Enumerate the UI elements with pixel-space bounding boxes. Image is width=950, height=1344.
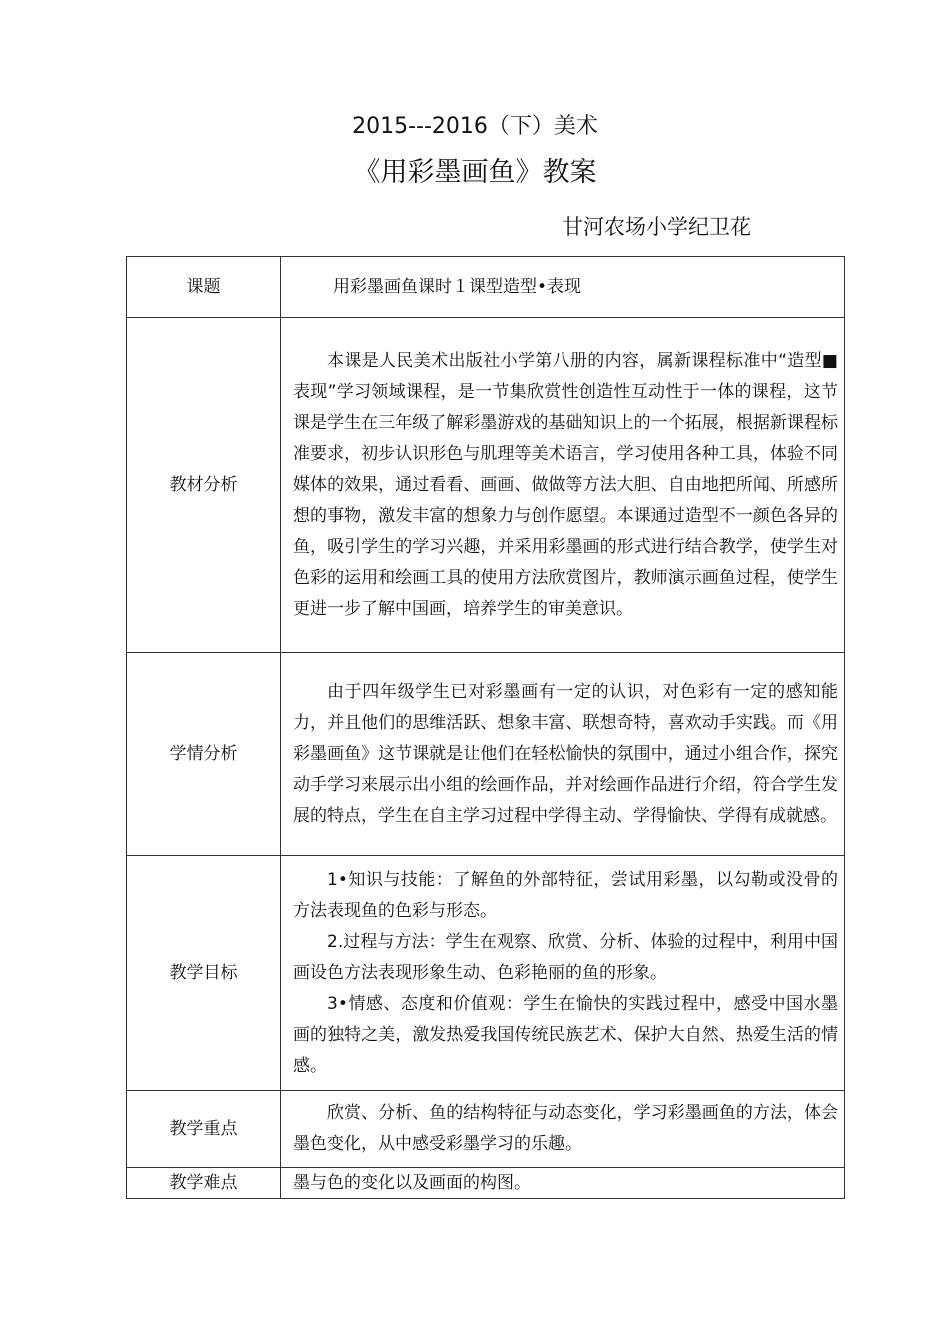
row-content [281,257,845,318]
row-label: 学情分析 [127,653,281,856]
row-label: 教材分析 [127,318,281,653]
table-row-key-points [127,1091,845,1168]
row-content [281,1091,845,1168]
row-content [281,653,845,856]
table-row-student-analysis [127,653,845,856]
table-row-material-analysis [127,318,845,653]
row-label: 教学重点 [127,1091,281,1168]
row-content [281,318,845,653]
row-label: 教学目标 [127,856,281,1091]
content-paragraph: 用彩墨画鱼课时１课型造型•表现 [333,277,582,297]
content-paragraph: 本课是人民美术出版社小学第八册的内容，属新课程标准中“造型■表现”学习领域课程，是一节集欣赏性创造性互动性于一体的课程，这节课是学生在三年级了解彩墨游戏的基础知识上的一个拓展，根据新课程标准要求，初步认识形色与肌理等美术语言，学习使用各种工具，体验不同媒体的效果，通过看看、画画、做做等方法大胆、自由地把所闻、所感所想的事物，激发丰富的想象力与创作愿望。本课通过造型不一颜色各异的鱼，吸引学生的学习兴趣，并采用彩墨画的形式进行结合教学，使学生对色彩的运用和绘画工具的使用方法欣赏图片，教师演示画鱼过程，使学生更进一步了解中国画，培养学生的审美意识。 [293,350,838,619]
title-line1: 2015---2016（下）美术 [352,114,598,139]
row-label: 课题 [127,257,281,318]
content-paragraph: 欣赏、分析、鱼的结构特征与动态变化，学习彩墨画鱼的方法，体会墨色变化，从中感受彩墨学习的乐趣。 [293,1103,838,1154]
lesson-plan-table [126,256,845,1199]
table-row-difficulties [127,1168,845,1199]
row-content [281,1168,845,1199]
content-paragraph: 由于四年级学生已对彩墨画有一定的认识，对色彩有一定的感知能力，并且他们的思维活跃、想象丰富、联想奇特，喜欢动手实践。而《用彩墨画鱼》这节课就是让他们在轻松愉快的氛围中，通过小组合作，探究动手学习来展示出小组的绘画作品，并对绘画作品进行介绍，符合学生发展的特点，学生在自主学习过程中学得主动、学得愉快、学得有成就感。 [293,681,838,826]
table-row-teaching-goals [127,856,845,1091]
author: 甘河农场小学纪卫花 [562,215,751,239]
table-row-topic [127,257,845,318]
row-content [281,856,845,1091]
content-paragraph: 3•情感、态度和价值观：学生在愉快的实践过程中，感受中国水墨画的独特之美，激发热爱我国传统民族艺术、保护大自然、热爱生活的情感。 [293,993,838,1076]
content-paragraph: 墨与色的变化以及画面的构图。 [293,1173,531,1193]
content-paragraph: 1•知识与技能：了解鱼的外部特征，尝试用彩墨，以勾勒或没骨的方法表现鱼的色彩与形态。 [293,869,838,921]
row-label: 教学难点 [127,1168,281,1199]
content-paragraph: 2.过程与方法：学生在观察、欣赏、分析、体验的过程中，利用中国画设色方法表现形象生动、色彩艳丽的鱼的形象。 [293,931,838,983]
document-title: 《用彩墨画鱼》教案 [353,157,597,188]
